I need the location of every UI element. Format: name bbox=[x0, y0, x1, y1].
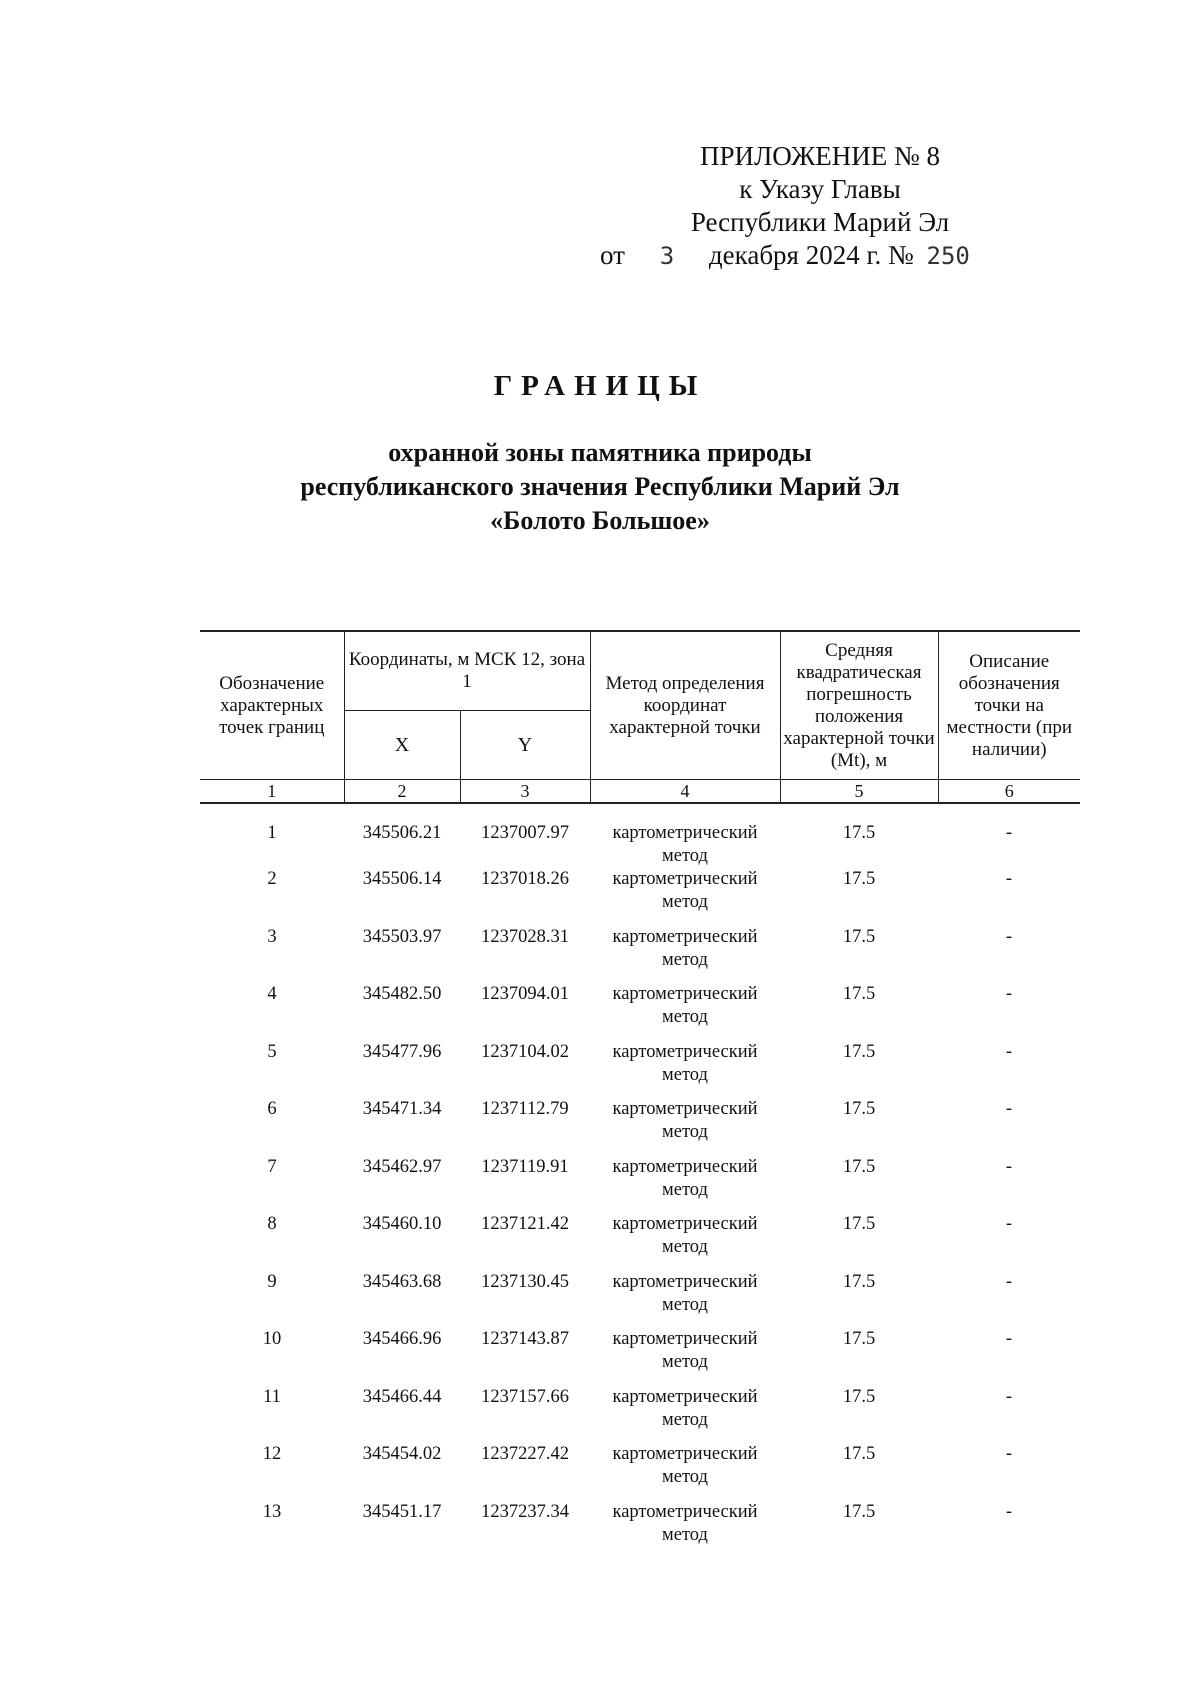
description-value: - bbox=[1005, 1329, 1013, 1349]
method-line-1: картометрический bbox=[612, 984, 758, 1004]
coordinate-y: 1237028.31 bbox=[481, 926, 569, 947]
table-row bbox=[200, 1443, 1080, 1501]
header-point-designation: Обозначение характерных точек границ bbox=[200, 631, 344, 780]
method-line-1: картометрический bbox=[612, 1156, 758, 1177]
header-coordinates: Координаты, м МСК 12, зона 1 bbox=[344, 631, 590, 711]
method-cell bbox=[590, 1328, 780, 1386]
annex-date-line bbox=[600, 239, 1000, 273]
point-number: 13 bbox=[262, 1501, 282, 1522]
point-number: 10 bbox=[262, 1329, 282, 1349]
method-line-1: картометрический bbox=[612, 1099, 758, 1119]
method-line-2: метод bbox=[662, 1352, 708, 1372]
coordinate-y: 1237112.79 bbox=[481, 1099, 569, 1119]
description-value: - bbox=[1005, 984, 1013, 1004]
method-line-1: картометрический bbox=[612, 1041, 758, 1062]
method-cell bbox=[590, 1443, 780, 1501]
coordinate-y: 1237119.91 bbox=[481, 1156, 569, 1177]
coordinate-x: 345466.96 bbox=[362, 1329, 442, 1349]
method-line-1: картометрический bbox=[612, 823, 758, 843]
description-value: - bbox=[1005, 1501, 1013, 1522]
subtitle-line-3: «Болото Большое» bbox=[490, 506, 710, 535]
description-value: - bbox=[1005, 1444, 1013, 1464]
mean-error-value: 17.5 bbox=[842, 1156, 876, 1177]
method-line-1: картометрический bbox=[612, 926, 758, 947]
column-number: 5 bbox=[780, 780, 938, 804]
coordinate-x: 345454.02 bbox=[362, 1444, 442, 1464]
point-number: 12 bbox=[262, 1444, 282, 1464]
header-x: X bbox=[344, 711, 460, 780]
header-y: Y bbox=[460, 711, 590, 780]
table-row bbox=[200, 1386, 1080, 1444]
mean-error-value: 17.5 bbox=[842, 1329, 876, 1349]
method-cell bbox=[590, 926, 780, 984]
header-description: Описание обозначения точки на местности (при наличии) bbox=[938, 631, 1080, 780]
method-cell bbox=[590, 1386, 780, 1444]
description-value: - bbox=[1005, 1214, 1013, 1234]
mean-error-value: 17.5 bbox=[842, 1041, 876, 1062]
method-cell bbox=[590, 1098, 780, 1156]
mean-error-value: 17.5 bbox=[842, 1501, 876, 1522]
document-subtitle bbox=[0, 436, 1200, 538]
table-row bbox=[200, 1328, 1080, 1386]
coordinate-x: 345482.50 bbox=[362, 984, 442, 1004]
boundary-points-table bbox=[200, 630, 1080, 1558]
mean-error-value: 17.5 bbox=[842, 1214, 876, 1234]
method-line-1: картометрический bbox=[612, 1501, 758, 1522]
mean-error-value: 17.5 bbox=[842, 1271, 876, 1292]
coordinate-x: 345462.97 bbox=[362, 1156, 442, 1177]
description-value: - bbox=[1005, 823, 1013, 843]
table-row bbox=[200, 983, 1080, 1041]
method-cell bbox=[590, 868, 780, 926]
method-cell bbox=[590, 1041, 780, 1099]
method-line-2: метод bbox=[662, 1524, 708, 1545]
annex-header bbox=[600, 140, 1000, 273]
point-number: 4 bbox=[267, 984, 277, 1004]
document-title: ГРАНИЦЫ bbox=[493, 370, 707, 402]
column-number: 4 bbox=[590, 780, 780, 804]
method-line-2: метод bbox=[662, 1409, 708, 1430]
coordinate-x: 345471.34 bbox=[362, 1099, 442, 1119]
annex-reference: к Указу Главы bbox=[739, 174, 901, 204]
method-line-2: метод bbox=[662, 892, 708, 912]
method-line-2: метод bbox=[662, 1467, 708, 1487]
coordinate-y: 1237121.42 bbox=[481, 1214, 569, 1234]
coordinate-x: 345460.10 bbox=[362, 1214, 442, 1234]
method-line-1: картометрический bbox=[612, 869, 758, 889]
method-line-1: картометрический bbox=[612, 1214, 758, 1234]
method-line-2: метод bbox=[662, 1294, 708, 1315]
coordinate-x: 345466.44 bbox=[362, 1386, 442, 1407]
point-number: 6 bbox=[267, 1099, 277, 1119]
method-line-1: картометрический bbox=[612, 1444, 758, 1464]
table-row bbox=[200, 1213, 1080, 1271]
description-value: - bbox=[1005, 869, 1013, 889]
method-line-2: метод bbox=[662, 949, 708, 970]
coordinate-y: 1237104.02 bbox=[481, 1041, 569, 1062]
method-cell bbox=[590, 1213, 780, 1271]
method-line-2: метод bbox=[662, 1179, 708, 1200]
description-value: - bbox=[1005, 1386, 1013, 1407]
table-row bbox=[200, 803, 1080, 868]
table-row bbox=[200, 926, 1080, 984]
mean-error-value: 17.5 bbox=[842, 869, 876, 889]
point-number: 8 bbox=[267, 1214, 277, 1234]
subtitle-line-2: республиканского значения Республики Марий Эл bbox=[300, 472, 900, 501]
coordinate-x: 345506.14 bbox=[362, 869, 442, 889]
mean-error-value: 17.5 bbox=[842, 823, 876, 843]
annex-republic: Республики Марий Эл bbox=[690, 207, 950, 237]
table-body bbox=[200, 803, 1080, 1558]
coordinate-x: 345503.97 bbox=[362, 926, 442, 947]
mean-error-value: 17.5 bbox=[842, 926, 876, 947]
column-number: 2 bbox=[344, 780, 460, 804]
method-cell bbox=[590, 1156, 780, 1214]
description-value: - bbox=[1005, 926, 1013, 947]
point-number: 11 bbox=[263, 1386, 281, 1407]
coordinate-x: 345506.21 bbox=[362, 823, 442, 843]
table-row bbox=[200, 868, 1080, 926]
coordinate-y: 1237130.45 bbox=[481, 1271, 569, 1292]
method-line-2: метод bbox=[662, 1237, 708, 1257]
table-row bbox=[200, 1156, 1080, 1214]
coordinate-x: 345477.96 bbox=[362, 1041, 442, 1062]
point-number: 9 bbox=[267, 1271, 277, 1292]
date-month-year: декабря 2024 г. № bbox=[708, 240, 914, 270]
date-day: 3 bbox=[659, 242, 675, 270]
point-number: 2 bbox=[267, 869, 277, 889]
mean-error-value: 17.5 bbox=[842, 1386, 876, 1407]
method-cell bbox=[590, 983, 780, 1041]
column-number: 1 bbox=[200, 780, 344, 804]
description-value: - bbox=[1005, 1271, 1013, 1292]
header-mean-error: Средняя квадратическая погрешность положения характерной точки (Mt), м bbox=[780, 631, 938, 780]
table-row bbox=[200, 1501, 1080, 1559]
method-line-1: картометрический bbox=[612, 1271, 758, 1292]
mean-error-value: 17.5 bbox=[842, 984, 876, 1004]
point-number: 7 bbox=[267, 1156, 277, 1177]
table-row bbox=[200, 1271, 1080, 1329]
coordinate-x: 345451.17 bbox=[362, 1501, 442, 1522]
coordinate-y: 1237157.66 bbox=[481, 1386, 569, 1407]
description-value: - bbox=[1005, 1099, 1013, 1119]
header-method: Метод определения координат характерной точки bbox=[590, 631, 780, 780]
coordinate-x: 345463.68 bbox=[362, 1271, 442, 1292]
column-number: 3 bbox=[460, 780, 590, 804]
coordinate-y: 1237094.01 bbox=[481, 984, 569, 1004]
method-line-1: картометрический bbox=[612, 1386, 758, 1407]
method-line-2: метод bbox=[662, 1064, 708, 1085]
annex-number: ПРИЛОЖЕНИЕ № 8 bbox=[699, 141, 941, 171]
point-number: 3 bbox=[267, 926, 277, 947]
coordinate-y: 1237018.26 bbox=[481, 869, 569, 889]
table-row bbox=[200, 1041, 1080, 1099]
subtitle-line-1: охранной зоны памятника природы bbox=[388, 438, 812, 467]
mean-error-value: 17.5 bbox=[842, 1099, 876, 1119]
decree-number: 250 bbox=[926, 242, 970, 270]
method-cell bbox=[590, 1501, 780, 1559]
method-line-2: метод bbox=[662, 1122, 708, 1142]
coordinate-y: 1237007.97 bbox=[481, 823, 569, 843]
method-cell bbox=[590, 803, 780, 868]
column-number: 6 bbox=[938, 780, 1080, 804]
method-line-2: метод bbox=[662, 846, 708, 866]
mean-error-value: 17.5 bbox=[842, 1444, 876, 1464]
coordinate-y: 1237143.87 bbox=[481, 1329, 569, 1349]
coordinate-y: 1237237.34 bbox=[481, 1501, 569, 1522]
method-line-1: картометрический bbox=[612, 1329, 758, 1349]
method-cell bbox=[590, 1271, 780, 1329]
point-number: 1 bbox=[267, 823, 277, 843]
point-number: 5 bbox=[267, 1041, 277, 1062]
description-value: - bbox=[1005, 1156, 1013, 1177]
coordinate-y: 1237227.42 bbox=[481, 1444, 569, 1464]
method-line-2: метод bbox=[662, 1007, 708, 1027]
table-row bbox=[200, 1098, 1080, 1156]
date-prefix: от bbox=[600, 240, 625, 270]
description-value: - bbox=[1005, 1041, 1013, 1062]
